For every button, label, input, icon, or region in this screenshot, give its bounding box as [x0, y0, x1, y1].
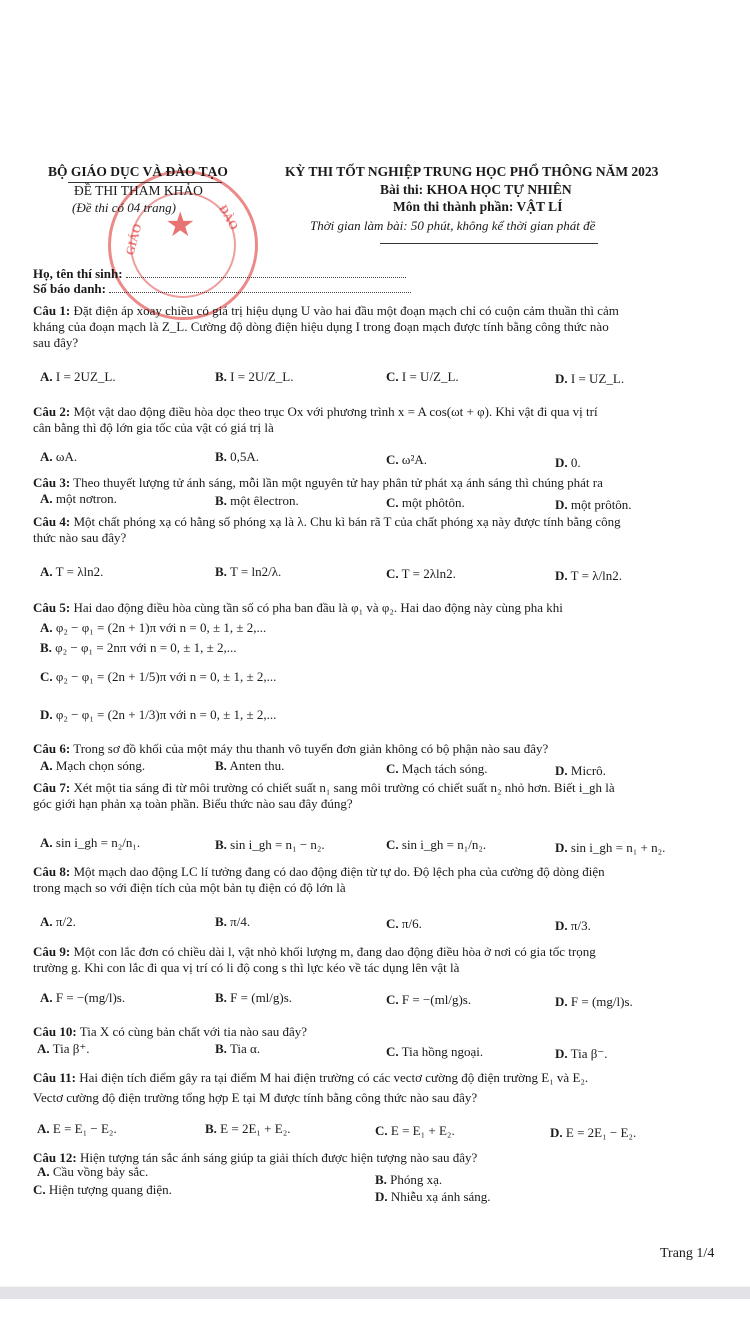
- option-text: I = 2UZ_L.: [55, 369, 116, 384]
- option-A[interactable]: A. I = 2UZ_L.: [40, 369, 116, 384]
- question-text: Một con lắc đơn có chiều dài l, vật nhỏ khối lượng m, đang dao động điều hòa ở nơi có gia tốc trọng: [73, 944, 596, 959]
- question-6: [33, 741, 548, 757]
- option-text: Hiện tượng quang điện.: [48, 1182, 172, 1197]
- option-text: ω²A.: [401, 452, 427, 467]
- candidate-name-row: [33, 266, 406, 282]
- question-8: [33, 864, 605, 896]
- exam-type: ĐỀ THI THAM KHẢO: [74, 183, 203, 198]
- option-text: π/2.: [55, 914, 76, 929]
- option-B[interactable]: B. I = 2U/Z_L.: [215, 369, 294, 384]
- time-note: Thời gian làm bài: 50 phút, không kể thời gian phát đề: [310, 218, 596, 233]
- option-text: E = E₁ + E₂.: [390, 1123, 455, 1138]
- header-underline: [380, 243, 598, 244]
- option-D[interactable]: D. 0.: [555, 455, 581, 470]
- option-text: φ₂ − φ₁ = (2n + 1/5)π với n = 0, ± 1, ± 2,...: [55, 669, 277, 684]
- bottom-blank-area: [0, 1299, 750, 1334]
- option-C[interactable]: C. E = E₁ + E₂.: [375, 1123, 455, 1138]
- candidate-id-field[interactable]: [109, 292, 411, 293]
- question-2: [33, 404, 598, 436]
- question-text: Hai điện tích điểm gây ra tại điểm M hai điện trường có các vectơ cường độ điện trường E₁ và E₂.: [79, 1070, 589, 1085]
- question-text: Đặt điện áp xoay chiều có giá trị hiệu dụng U vào hai đầu một đoạn mạch chỉ có cuộn cảm thuần thì cảm: [73, 303, 619, 318]
- option-text: 0.: [570, 455, 581, 470]
- question-text: góc giới hạn phản xạ toàn phần. Biểu thức nào sau đây đúng?: [33, 796, 353, 811]
- option-text: Tia β⁻.: [570, 1046, 608, 1061]
- option-text: sin i_gh = n₁ + n₂.: [570, 840, 666, 855]
- option-D[interactable]: D. π/3.: [555, 918, 591, 933]
- option-A[interactable]: A. Mạch chọn sóng.: [40, 758, 146, 773]
- question-label: Câu 3:: [33, 475, 71, 490]
- option-A[interactable]: A. π/2.: [40, 914, 76, 929]
- question-text: Một vật dao động điều hòa dọc theo trục Ox với phương trình x = A cos(ωt + φ). Khi vật đi qua vị trí: [73, 404, 598, 419]
- option-C[interactable]: C. Mạch tách sóng.: [386, 761, 488, 776]
- option-text: I = U/Z_L.: [401, 369, 459, 384]
- question-text: sau đây?: [33, 335, 79, 350]
- option-text: Tia α.: [229, 1041, 261, 1056]
- option-text: Micrô.: [570, 763, 606, 778]
- question-7: [33, 780, 615, 812]
- candidate-name-field[interactable]: [126, 277, 406, 278]
- option-B[interactable]: B. sin i_gh = n₁ − n₂.: [215, 837, 325, 852]
- option-C[interactable]: C. Hiện tượng quang điện.: [33, 1182, 172, 1197]
- question-label: Câu 2:: [33, 404, 71, 419]
- option-B[interactable]: B. φ₂ − φ₁ = 2nπ với n = 0, ± 1, ± 2,...: [40, 640, 237, 655]
- option-C[interactable]: C. một phôtôn.: [386, 495, 465, 510]
- question-text: Một chất phóng xạ có hằng số phóng xạ là λ. Chu kì bán rã T của chất phóng xạ này được tính bằng công: [73, 514, 621, 529]
- question-text: cân bằng thì độ lớn gia tốc của vật có giá trị là: [33, 420, 274, 435]
- option-C[interactable]: C. π/6.: [386, 916, 422, 931]
- question-text: Theo thuyết lượng tử ánh sáng, mỗi lần một nguyên tử hay phân tử phát xạ ánh sáng thì chúng phát ra: [73, 475, 603, 490]
- option-text: F = −(mg/l)s.: [55, 990, 126, 1005]
- scroll-bar[interactable]: [0, 1286, 750, 1300]
- option-text: Mạch tách sóng.: [401, 761, 488, 776]
- question-text: Hiện tượng tán sắc ánh sáng giúp ta giải thích được hiện tượng nào sau đây?: [79, 1150, 478, 1165]
- option-text: một nơtron.: [55, 491, 117, 506]
- option-text: T = 2λln2.: [401, 566, 456, 581]
- option-D[interactable]: D. sin i_gh = n₁ + n₂.: [555, 840, 666, 855]
- option-A[interactable]: A. một nơtron.: [40, 491, 117, 506]
- option-A[interactable]: A. F = −(mg/l)s.: [40, 990, 126, 1005]
- option-text: sin i_gh = n₁ − n₂.: [230, 837, 325, 852]
- option-A[interactable]: A. φ₂ − φ₁ = (2n + 1)π với n = 0, ± 1, ± 2,...: [40, 620, 267, 635]
- option-D[interactable]: D. Nhiễu xạ ánh sáng.: [375, 1189, 491, 1204]
- option-C[interactable]: C. T = 2λln2.: [386, 566, 456, 581]
- option-text: ωA.: [55, 449, 78, 464]
- question-label: Câu 7:: [33, 780, 71, 795]
- ministry-name: BỘ GIÁO DỤC VÀ ĐÀO TẠO: [48, 164, 228, 179]
- question-text: thức nào sau đây?: [33, 530, 127, 545]
- option-text: Cầu vồng bảy sắc.: [52, 1164, 149, 1179]
- question-9: [33, 944, 596, 976]
- question-text: Một mạch dao động LC lí tưởng đang có dao động điện từ tự do. Độ lệch pha của cường độ dòng điện: [73, 864, 605, 879]
- option-text: T = λln2.: [55, 564, 104, 579]
- question-label: Câu 12:: [33, 1150, 77, 1165]
- option-text: 0,5A.: [230, 449, 260, 464]
- option-D[interactable]: D. φ₂ − φ₁ = (2n + 1/3)π với n = 0, ± 1, ± 2,...: [40, 707, 277, 722]
- option-text: E = 2E₁ − E₂.: [565, 1125, 637, 1140]
- option-D[interactable]: D. I = UZ_L.: [555, 371, 625, 386]
- option-text: φ₂ − φ₁ = 2nπ với n = 0, ± 1, ± 2,...: [55, 640, 237, 655]
- option-B[interactable]: B. F = (ml/g)s.: [215, 990, 293, 1005]
- candidate-name-label: Họ, tên thí sinh:: [33, 266, 123, 281]
- option-B[interactable]: B. E = 2E₁ + E₂.: [205, 1121, 291, 1136]
- question-4: [33, 514, 621, 546]
- option-text: φ₂ − φ₁ = (2n + 1/3)π với n = 0, ± 1, ± 2,...: [55, 707, 277, 722]
- stamp-text-left: GIÁO: [122, 222, 145, 257]
- option-text: Tia β⁺.: [52, 1041, 90, 1056]
- question-label: Câu 1:: [33, 303, 71, 318]
- question-text: trong mạch so với điện tích của một bản tụ điện có độ lớn là: [33, 880, 346, 895]
- question-3: [33, 475, 603, 491]
- test-name: Bài thi: KHOA HỌC TỰ NHIÊN: [380, 182, 572, 197]
- option-D[interactable]: D. T = λ/ln2.: [555, 568, 622, 583]
- question-label: Câu 4:: [33, 514, 71, 529]
- option-text: một prôtôn.: [570, 497, 632, 512]
- option-text: T = λ/ln2.: [570, 568, 622, 583]
- option-B[interactable]: B. 0,5A.: [215, 449, 260, 464]
- top-blank-area: [0, 0, 750, 115]
- option-B[interactable]: B. π/4.: [215, 914, 251, 929]
- option-text: I = 2U/Z_L.: [230, 369, 294, 384]
- question-label: Câu 8:: [33, 864, 71, 879]
- option-B[interactable]: B. Phóng xạ.: [375, 1172, 443, 1187]
- option-text: T = ln2/λ.: [229, 564, 282, 579]
- question-text: Trong sơ đồ khối của một máy thu thanh vô tuyến đơn giản không có bộ phận nào sau đây?: [73, 741, 549, 756]
- option-text: Phóng xạ.: [390, 1172, 443, 1187]
- option-C[interactable]: C. Tia hồng ngoại.: [386, 1044, 484, 1059]
- option-text: Mạch chọn sóng.: [55, 758, 146, 773]
- option-text: sin i_gh = n₁/n₂.: [401, 837, 487, 852]
- question-1: [33, 303, 619, 351]
- option-C[interactable]: C. I = U/Z_L.: [386, 369, 459, 384]
- option-D[interactable]: D. Tia β⁻.: [555, 1046, 608, 1061]
- option-A[interactable]: A. ωA.: [40, 449, 78, 464]
- question-label: Câu 11:: [33, 1070, 76, 1085]
- page-number: Trang 1/4: [660, 1246, 715, 1261]
- option-D[interactable]: D. E = 2E₁ − E₂.: [550, 1125, 637, 1140]
- option-text: Anten thu.: [229, 758, 285, 773]
- option-A[interactable]: A. Tia β⁺.: [37, 1041, 90, 1056]
- option-A[interactable]: A. T = λln2.: [40, 564, 104, 579]
- option-A[interactable]: A. E = E₁ − E₂.: [37, 1121, 117, 1136]
- question-5: [33, 600, 563, 616]
- question-text: trường g. Khi con lắc đi qua vị trí có li độ cong s thì lực kéo về tác dụng lên vật là: [33, 960, 460, 975]
- option-C[interactable]: C. φ₂ − φ₁ = (2n + 1/5)π với n = 0, ± 1, ± 2,...: [40, 669, 277, 684]
- subject: Môn thi thành phần: VẬT LÍ: [393, 199, 563, 214]
- option-D[interactable]: D. một prôtôn.: [555, 497, 632, 512]
- question-text: Xét một tia sáng đi từ môi trường có chiết suất n₁ sang môi trường có chiết suất n₂ nhỏ hơn. Biết i_gh là: [73, 780, 615, 795]
- option-A[interactable]: A. Cầu vồng bảy sắc.: [37, 1164, 149, 1179]
- option-B[interactable]: B. Tia α.: [215, 1041, 261, 1056]
- option-text: F = (ml/g)s.: [230, 990, 293, 1005]
- question-label: Câu 6:: [33, 741, 71, 756]
- option-text: I = UZ_L.: [570, 371, 625, 386]
- question-text: Tia X có cùng bản chất với tia nào sau đây?: [79, 1024, 308, 1039]
- option-text: một phôtôn.: [401, 495, 465, 510]
- option-text: F = −(ml/g)s.: [401, 992, 472, 1007]
- question-text: kháng của đoạn mạch là Z_L. Cường độ dòng điện hiệu dụng I trong đoạn mạch được tính bằng công thức nào: [33, 319, 609, 334]
- option-C[interactable]: C. ω²A.: [386, 452, 427, 467]
- option-B[interactable]: B. T = ln2/λ.: [215, 564, 282, 579]
- option-A[interactable]: A. sin i_gh = n₂/n₁.: [40, 835, 141, 850]
- option-text: E = 2E₁ + E₂.: [220, 1121, 291, 1136]
- option-text: một êlectron.: [230, 493, 299, 508]
- question-text: Hai dao động điều hòa cùng tần số có pha ban đầu là φ₁ và φ₂. Hai dao động này cùng pha khi: [73, 600, 563, 615]
- question-label: Câu 10:: [33, 1024, 77, 1039]
- candidate-id-row: [33, 281, 411, 297]
- option-C[interactable]: C. sin i_gh = n₁/n₂.: [386, 837, 487, 852]
- option-text: π/6.: [401, 916, 422, 931]
- stamp-star-icon: ★: [165, 207, 196, 244]
- option-text: Tia hồng ngoại.: [401, 1044, 484, 1059]
- question-label: Câu 9:: [33, 944, 71, 959]
- stamp-text-right: ĐÀO: [216, 202, 242, 233]
- exam-title: KỲ THI TỐT NGHIỆP TRUNG HỌC PHỔ THÔNG NĂM 2023: [285, 164, 659, 179]
- option-text: π/4.: [230, 914, 251, 929]
- question-label: Câu 5:: [33, 600, 71, 615]
- question-text: Vectơ cường độ điện trường tổng hợp E tại M được tính bằng công thức nào sau đây?: [33, 1090, 478, 1105]
- question-10: [33, 1024, 307, 1040]
- option-text: sin i_gh = n₂/n₁.: [55, 835, 141, 850]
- option-D[interactable]: D. Micrô.: [555, 763, 606, 778]
- option-text: Nhiễu xạ ánh sáng.: [390, 1189, 491, 1204]
- option-text: F = (mg/l)s.: [570, 994, 633, 1009]
- option-text: E = E₁ − E₂.: [52, 1121, 117, 1136]
- option-B[interactable]: B. Anten thu.: [215, 758, 285, 773]
- option-text: φ₂ − φ₁ = (2n + 1)π với n = 0, ± 1, ± 2,...: [55, 620, 267, 635]
- option-text: π/3.: [570, 918, 591, 933]
- candidate-id-label: Số báo danh:: [33, 281, 106, 296]
- question-11: [33, 1070, 588, 1106]
- option-B[interactable]: B. một êlectron.: [215, 493, 299, 508]
- pages-note: (Đề thi có 04 trang): [72, 200, 176, 215]
- option-D[interactable]: D. F = (mg/l)s.: [555, 994, 633, 1009]
- option-C[interactable]: C. F = −(ml/g)s.: [386, 992, 472, 1007]
